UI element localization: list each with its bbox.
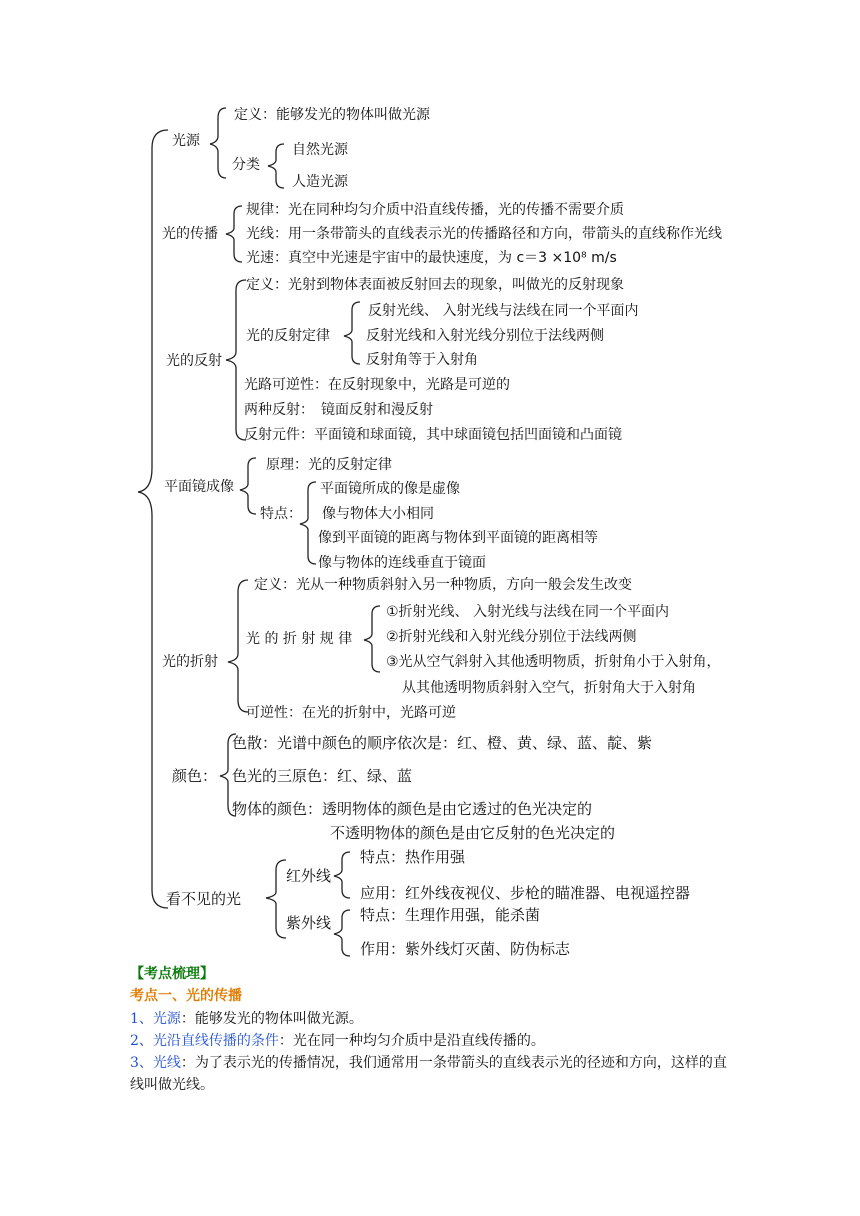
- infrared-label: 红外线: [286, 867, 332, 885]
- classify-label: 分类: [232, 157, 260, 173]
- invisible-title: 看不见的光: [166, 890, 242, 908]
- reflection-title: 光的反射: [166, 353, 222, 369]
- refraction-law-title: 光 的 折 射 规 律: [246, 631, 353, 647]
- invisible-brace: [266, 860, 286, 938]
- reflection-law-2: 反射光线和入射光线分别位于法线两侧: [366, 328, 604, 344]
- refraction-law-2: ②折射光线和入射光线分别位于法线两侧: [386, 629, 637, 645]
- refraction-law-3b: 从其他透明物质斜射入空气，折射角大于入射角: [402, 680, 696, 696]
- light-source-definition: 定义：能够发光的物体叫做光源: [234, 107, 430, 123]
- infrared-feature: 特点：热作用强: [360, 848, 466, 866]
- review-section-title: 考点一、光的传播: [130, 988, 242, 1004]
- review-item-2-label: 2、光沿直线传播的条件: [130, 1033, 279, 1049]
- reflection-law-3: 反射角等于入射角: [366, 352, 478, 368]
- review-item-3-text: ：为了表示光的传播情况，我们通常用一条带箭头的直线表示光的径迹和方向，这样的直线叫做光线。: [130, 1055, 727, 1093]
- ir-brace: [334, 852, 350, 898]
- color-primary: 色光的三原色：红、绿、蓝: [232, 767, 413, 785]
- reflection-reversible: 光路可逆性：在反射现象中，光路是可逆的: [244, 377, 510, 393]
- refraction-law-1: ①折射光线、 入射光线与法线在同一个平面内: [386, 604, 669, 620]
- refraction-brace: [228, 580, 248, 712]
- infrared-use: 应用：红外线夜视仪、步枪的瞄准器、电视遥控器: [360, 884, 691, 902]
- review-header: 【考点梳理】: [130, 966, 214, 982]
- classify-brace: [268, 144, 284, 188]
- review-item-2: [130, 1030, 735, 1052]
- refraction-reversible: 可逆性：在光的折射中，光路可逆: [246, 705, 456, 721]
- plane-mirror-feature-4: 像与物体的连线垂直于镜面: [318, 555, 486, 571]
- plane-mirror-feature-1: 平面镜所成的像是虚像: [320, 481, 460, 497]
- refraction-law-3: ③光从空气斜射入其他透明物质，折射角小于入射角，: [386, 654, 721, 670]
- reflection-law-1: 反射光线、 入射光线与法线在同一个平面内: [368, 303, 639, 319]
- plane-mirror-brace: [240, 458, 256, 514]
- reflection-two-types: 两种反射： 镜面反射和漫反射: [244, 402, 433, 418]
- review-item-3: [130, 1052, 735, 1096]
- review-item-1-label: 1、光源: [130, 1011, 181, 1027]
- review-item-1-text: ：能够发光的物体叫做光源。: [180, 1011, 363, 1027]
- plane-mirror-principle: 原理：光的反射定律: [266, 457, 392, 473]
- review-item-2-text: ：光在同一种均匀介质中是沿直线传播的。: [278, 1033, 545, 1049]
- color-object-2: 不透明物体的颜色是由它反射的色光决定的: [330, 824, 616, 842]
- light-source-brace: [210, 108, 226, 178]
- reflection-definition: 定义：光射到物体表面被反射回去的现象，叫做光的反射现象: [246, 277, 624, 293]
- artificial-light-source: 人造光源: [292, 174, 348, 190]
- color-title: 颜色：: [172, 767, 218, 785]
- reflection-elements: 反射元件：平面镜和球面镜，其中球面镜包括凹面镜和凸面镜: [244, 427, 622, 443]
- uv-brace: [334, 910, 350, 956]
- propagation-brace: [226, 206, 242, 262]
- propagation-speed: 光速：真空中光速是宇宙中的最快速度，为 c＝3 ×10⁸ m/s: [246, 250, 617, 266]
- review-item-3-label: 3、光线: [130, 1055, 181, 1071]
- ultraviolet-label: 紫外线: [286, 914, 332, 932]
- ultraviolet-feature: 特点：生理作用强，能杀菌: [360, 906, 541, 924]
- ultraviolet-use: 作用：紫外线灯灭菌、防伪标志: [360, 940, 571, 958]
- main-brace: [138, 130, 168, 908]
- reflection-law-title: 光的反射定律: [246, 328, 330, 344]
- plane-mirror-feature-3: 像到平面镜的距离与物体到平面镜的距离相等: [318, 530, 598, 546]
- propagation-ray: 光线：用一条带箭头的直线表示光的传播路径和方向，带箭头的直线称作光线: [246, 226, 722, 242]
- color-dispersion: 色散：光谱中颜色的顺序依次是：红、橙、黄、绿、蓝、靛、紫: [232, 734, 653, 752]
- plane-mirror-feature-2: 像与物体大小相同: [322, 506, 434, 522]
- refraction-definition: 定义：光从一种物质斜射入另一种物质，方向一般会发生改变: [254, 577, 632, 593]
- propagation-law: 规律：光在同种均匀介质中沿直线传播，光的传播不需要介质: [246, 202, 624, 218]
- natural-light-source: 自然光源: [292, 142, 348, 158]
- features-brace: [300, 482, 316, 564]
- review-item-1: [130, 1008, 735, 1030]
- propagation-title: 光的传播: [162, 226, 218, 242]
- reflection-law-brace: [344, 302, 360, 364]
- plane-mirror-features-label: 特点：: [260, 506, 302, 522]
- reflection-brace: [226, 280, 246, 440]
- plane-mirror-title: 平面镜成像: [164, 479, 234, 495]
- light-source-title: 光源: [172, 133, 200, 149]
- color-object: 物体的颜色：透明物体的颜色是由它透过的色光决定的: [232, 800, 593, 818]
- refraction-title: 光的折射: [162, 654, 218, 670]
- refraction-law-brace: [364, 606, 380, 672]
